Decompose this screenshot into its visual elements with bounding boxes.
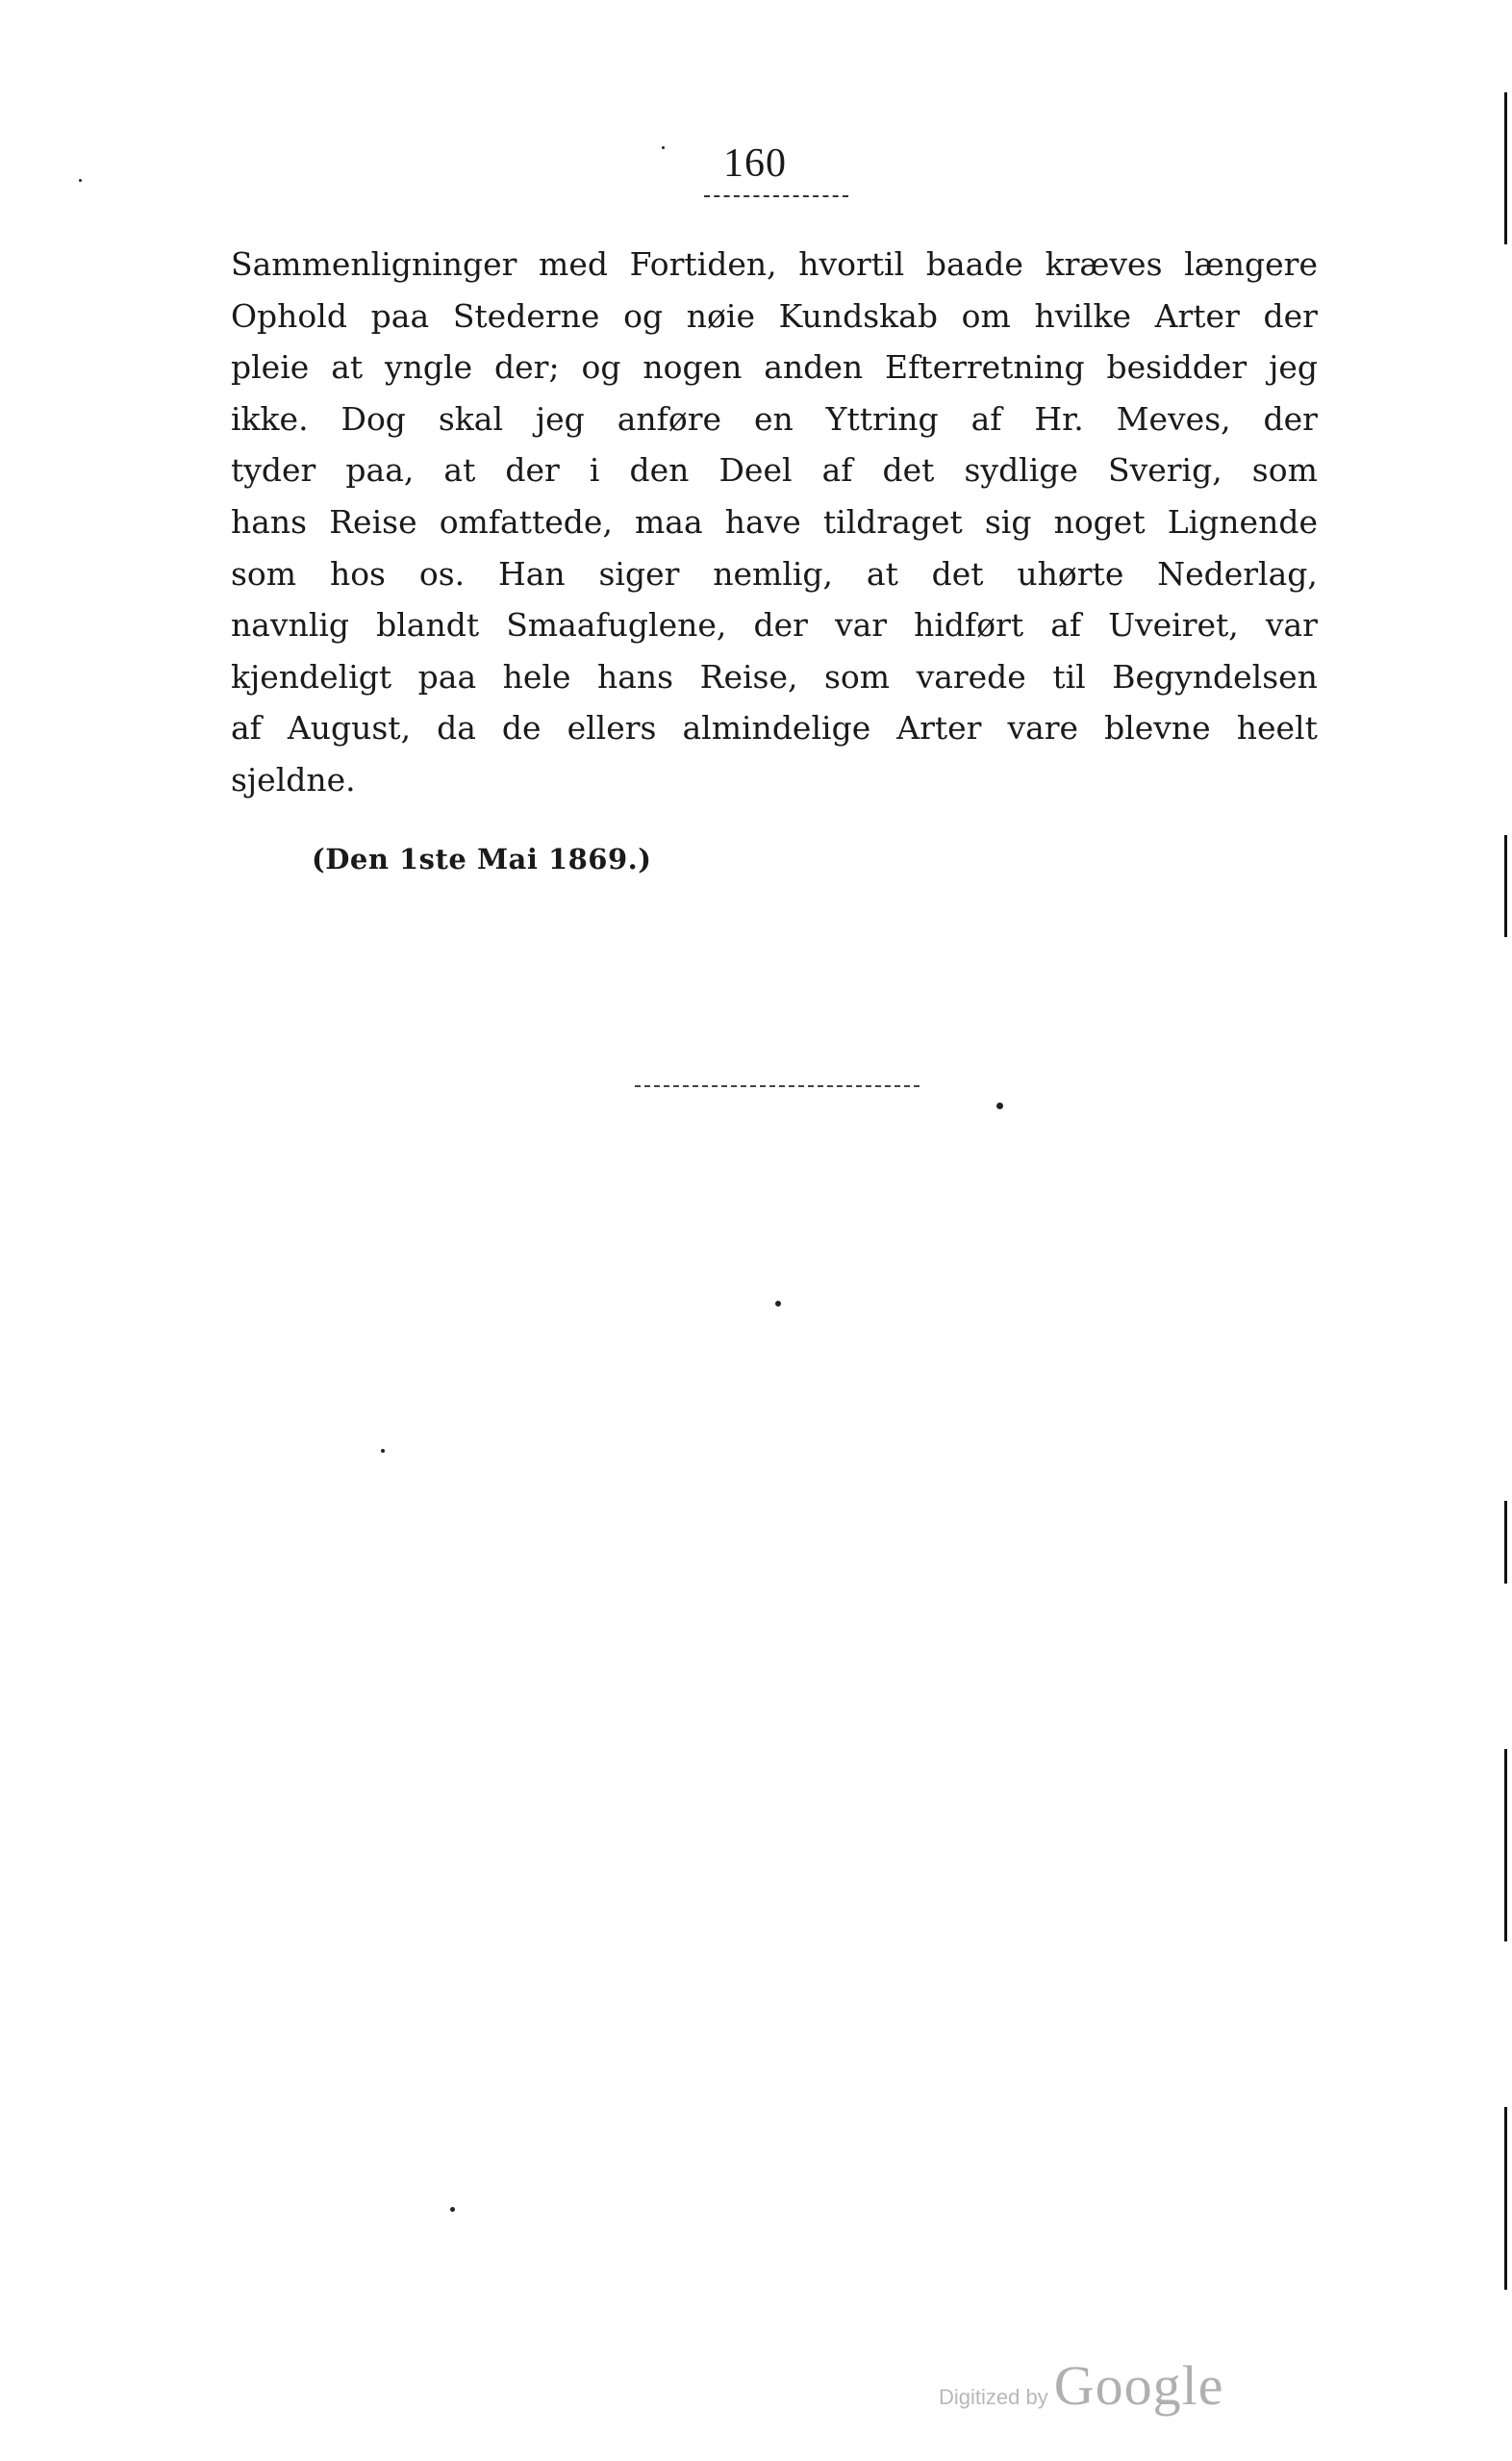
word: jeg bbox=[1269, 348, 1318, 387]
word: hans bbox=[596, 657, 674, 696]
word: paa bbox=[417, 657, 477, 696]
word: anden bbox=[764, 348, 864, 387]
word: nemlig, bbox=[713, 554, 834, 593]
word: almindelige bbox=[682, 709, 871, 748]
word: baade bbox=[925, 245, 1023, 283]
page-number-rule bbox=[704, 195, 848, 197]
scan-speck bbox=[662, 146, 665, 149]
word: hvortil bbox=[798, 245, 905, 283]
word: hele bbox=[502, 657, 571, 696]
word: da bbox=[437, 709, 476, 748]
word: af bbox=[970, 399, 1002, 438]
text-line bbox=[231, 702, 1318, 754]
text-line bbox=[231, 291, 1318, 343]
word: var bbox=[1265, 606, 1318, 645]
word: omfattede, bbox=[439, 502, 613, 541]
word: nøie bbox=[686, 296, 755, 335]
word: at bbox=[443, 451, 476, 490]
word: jeg bbox=[535, 399, 585, 438]
text-line bbox=[231, 239, 1318, 291]
text-line bbox=[231, 754, 1318, 806]
word: anføre bbox=[617, 399, 722, 438]
word: have bbox=[724, 502, 801, 541]
word: det bbox=[931, 554, 984, 593]
word: kjendeligt bbox=[231, 657, 392, 696]
dateline: (Den 1ste Mai 1869.) bbox=[312, 843, 652, 875]
word: tyder bbox=[231, 451, 316, 490]
word: nogen bbox=[643, 348, 743, 387]
word: heelt bbox=[1236, 709, 1318, 748]
edge-mark bbox=[1504, 1749, 1507, 1941]
scan-speck bbox=[996, 1103, 1003, 1109]
word: Ophold bbox=[231, 296, 347, 335]
word: Han bbox=[497, 554, 566, 593]
word: yngle bbox=[385, 348, 473, 387]
word: varede bbox=[916, 657, 1026, 696]
word: af bbox=[821, 451, 853, 490]
word: som bbox=[823, 657, 891, 696]
text-line bbox=[231, 393, 1318, 445]
word: at bbox=[866, 554, 898, 593]
word: Meves, bbox=[1116, 399, 1231, 438]
word: i bbox=[589, 451, 600, 490]
body-text bbox=[231, 239, 1318, 806]
word: der; bbox=[494, 348, 560, 387]
word: som bbox=[231, 554, 297, 593]
word: August, bbox=[287, 709, 412, 748]
word: en bbox=[753, 399, 794, 438]
scan-speck bbox=[79, 179, 82, 182]
word: blandt bbox=[376, 606, 480, 645]
word: Yttring bbox=[825, 399, 939, 438]
text-line bbox=[231, 651, 1318, 703]
word: der bbox=[1263, 296, 1318, 335]
word: Lignende bbox=[1167, 502, 1318, 541]
scan-speck bbox=[775, 1301, 781, 1307]
digitized-watermark bbox=[939, 2353, 1223, 2418]
page-number: 160 bbox=[723, 141, 787, 186]
word: Nederlag, bbox=[1157, 554, 1318, 593]
word: vare bbox=[1007, 709, 1079, 748]
word: hans bbox=[231, 502, 308, 541]
word: var bbox=[834, 606, 888, 645]
word: der bbox=[505, 451, 560, 490]
end-rule bbox=[635, 1085, 920, 1087]
text-line bbox=[231, 599, 1318, 651]
word: og bbox=[623, 296, 664, 335]
word: hidført bbox=[914, 606, 1024, 645]
word: som bbox=[1251, 451, 1318, 490]
word: Deel bbox=[718, 451, 793, 490]
edge-mark bbox=[1504, 1501, 1507, 1584]
word: Efterretning bbox=[885, 348, 1085, 387]
word: Reise bbox=[329, 502, 417, 541]
word: den bbox=[629, 451, 690, 490]
word: Hr. bbox=[1034, 399, 1084, 438]
word: de bbox=[501, 709, 542, 748]
scan-speck bbox=[381, 1449, 385, 1453]
edge-mark bbox=[1504, 835, 1507, 937]
word: af bbox=[1050, 606, 1082, 645]
word: til bbox=[1052, 657, 1086, 696]
word: og bbox=[581, 348, 621, 387]
word: der bbox=[1263, 399, 1318, 438]
word: hos bbox=[329, 554, 386, 593]
word: besidder bbox=[1106, 348, 1247, 387]
word: Fortiden, bbox=[629, 245, 777, 283]
word: tildraget bbox=[822, 502, 963, 541]
word: noget bbox=[1053, 502, 1146, 541]
word: uhørte bbox=[1017, 554, 1124, 593]
text-line bbox=[231, 548, 1318, 600]
text-line bbox=[231, 342, 1318, 393]
text-line bbox=[231, 444, 1318, 496]
word: maa bbox=[635, 502, 703, 541]
google-logo: Google bbox=[1053, 2354, 1224, 2417]
text-line bbox=[231, 496, 1318, 548]
word: om bbox=[961, 296, 1011, 335]
word: hvilke bbox=[1034, 296, 1131, 335]
word: os. bbox=[418, 554, 466, 593]
watermark-prefix: Digitized by bbox=[939, 2385, 1048, 2409]
edge-mark bbox=[1504, 92, 1507, 244]
word: kræves bbox=[1045, 245, 1163, 283]
word: Sverig, bbox=[1108, 451, 1222, 490]
word: Sammenligninger bbox=[231, 245, 517, 283]
word: længere bbox=[1184, 245, 1318, 283]
word: siger bbox=[598, 554, 680, 593]
word: at bbox=[331, 348, 364, 387]
word: sjeldne. bbox=[231, 760, 356, 799]
word: ikke. bbox=[231, 399, 309, 438]
edge-mark bbox=[1504, 2107, 1507, 2290]
scan-speck bbox=[450, 2207, 455, 2212]
word: det bbox=[882, 451, 935, 490]
word: Smaafuglene, bbox=[506, 606, 727, 645]
word: af bbox=[231, 709, 262, 748]
word: pleie bbox=[231, 348, 310, 387]
word: der bbox=[753, 606, 808, 645]
word: Reise, bbox=[699, 657, 798, 696]
word: Uveiret, bbox=[1108, 606, 1239, 645]
word: Arter bbox=[896, 709, 982, 748]
word: med bbox=[539, 245, 608, 283]
word: Dog bbox=[340, 399, 406, 438]
word: ellers bbox=[567, 709, 657, 748]
word: navnlig bbox=[231, 606, 350, 645]
word: sydlige bbox=[964, 451, 1078, 490]
word: paa, bbox=[345, 451, 415, 490]
word: Kundskab bbox=[778, 296, 938, 335]
word: sig bbox=[984, 502, 1032, 541]
word: Begyndelsen bbox=[1112, 657, 1318, 696]
word: paa bbox=[370, 296, 430, 335]
word: skal bbox=[438, 399, 504, 438]
word: Stederne bbox=[452, 296, 600, 335]
word: blevne bbox=[1104, 709, 1211, 748]
word: Arter bbox=[1154, 296, 1240, 335]
